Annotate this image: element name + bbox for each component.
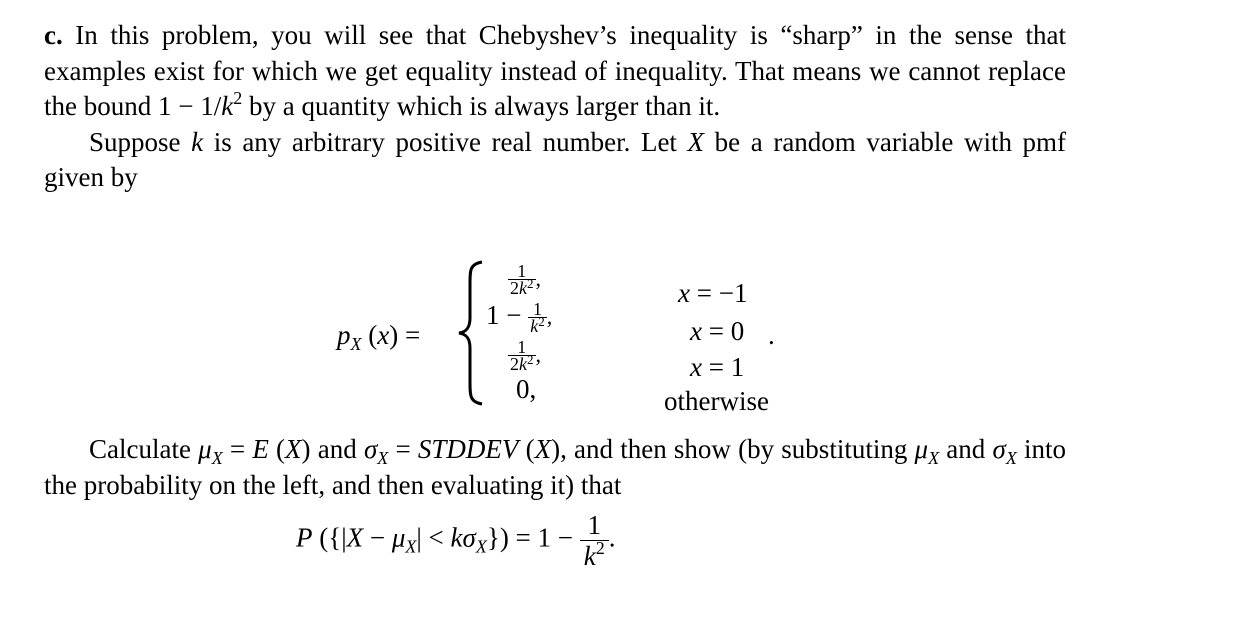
problem-text: [44, 18, 1067, 500]
paragraph-3-end: into the probability on the left, and then evaluating it) that: [44, 434, 1067, 500]
paragraph-3-start: Calculate: [89, 434, 191, 464]
part-label: c.: [44, 20, 63, 50]
display-period: .: [768, 320, 775, 350]
paragraph-2-start: Suppose: [89, 126, 181, 157]
paragraph-3: Calculate $\mu_X = E$ (X) and $\sigma_X$ = STDDEV (X), and then show (by substituting $\mu_X$ and $\sigma_X$ into the probability on the left, and then evaluating it) that: [44, 434, 1067, 500]
pmf-display: [44, 256, 1066, 416]
paragraph-1-end: by a quantity which is always larger than it.: [248, 91, 721, 121]
case-condition-2: x = 0: [690, 316, 745, 346]
paragraph-3-mid: , and then show (by substituting: [560, 434, 908, 464]
case-value-2: 1 − $\frac{1}{k^2}$ ,: [486, 299, 553, 337]
case-condition-3: x = 1: [690, 352, 745, 382]
bound-expression: $1 - 1/k^2$: [158, 88, 243, 121]
paragraph-1-text: In this problem, you will see that Chebyshev’s inequality is “sharp” in the sense that examples exist for which we get equality instead of inequality. That means we cannot replace the bound: [44, 20, 1066, 121]
case-condition-4: otherwise: [664, 386, 769, 416]
paragraph-3-and-2: and: [946, 434, 986, 464]
paragraph-3-and: and: [317, 434, 357, 464]
final-equation: P $(\{|X - \mu_X| < k\sigma_X\}) = 1$ − $\frac{1}{k^2}$ .: [296, 510, 616, 571]
final-fraction: [580, 510, 609, 571]
paragraph-3-wrap: [44, 432, 1066, 503]
case-value-3: $\frac{1}{2k^2}$ ,: [510, 337, 541, 375]
final-fraction-numerator: 1: [580, 510, 609, 541]
paragraph-2-end: be a random variable with pmf given by: [44, 126, 1067, 192]
paragraph-2-mid: is any arbitrary positive real number. Let: [213, 126, 677, 157]
paragraph-2: Suppose k is any arbitrary positive real number. Let X be a random variable with pmf given by: [44, 126, 1067, 192]
case-value-1: $\frac{1}{2k^2}$ ,: [510, 261, 541, 299]
case-value-4: 0,: [516, 374, 537, 404]
case-condition-1: x = −1: [678, 278, 748, 308]
left-brace: [456, 260, 486, 406]
pmf-lhs: $p_X$ (x) =: [337, 320, 421, 354]
final-fraction-denominator: $k^2$: [583, 538, 605, 571]
paragraph-1: [44, 18, 1066, 125]
